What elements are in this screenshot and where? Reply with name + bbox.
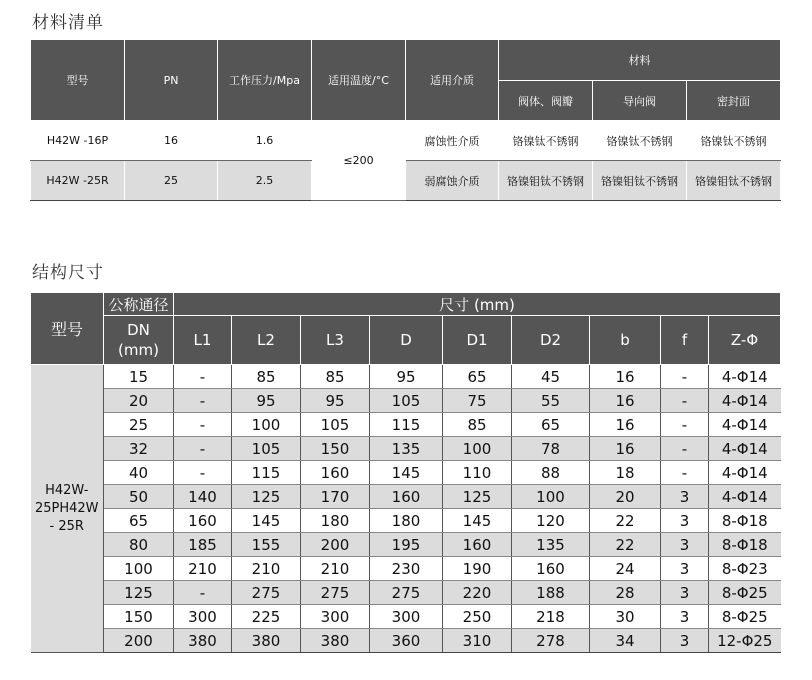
header-model: 型号 <box>31 293 104 365</box>
cell-pressure: 2.5 <box>218 161 312 201</box>
cell-l3: 380 <box>301 629 370 653</box>
table-row <box>31 605 781 629</box>
cell-d2: 78 <box>512 437 590 461</box>
table-row <box>31 509 781 533</box>
cell-d1: 65 <box>443 365 512 389</box>
cell-dn: 80 <box>104 533 174 557</box>
cell-b: 16 <box>590 413 661 437</box>
cell-b: 24 <box>590 557 661 581</box>
cell-f: 3 <box>661 509 709 533</box>
header-dn <box>104 316 174 365</box>
cell-f: - <box>661 461 709 485</box>
cell-d2: 45 <box>512 365 590 389</box>
header-d2: D2 <box>512 316 590 365</box>
cell-medium: 弱腐蚀介质 <box>406 161 499 201</box>
cell-d: 180 <box>370 509 443 533</box>
cell-l2: 100 <box>232 413 301 437</box>
cell-d2: 188 <box>512 581 590 605</box>
table-row <box>31 533 781 557</box>
cell-f: 3 <box>661 581 709 605</box>
header-size: 尺寸 (mm) <box>174 293 781 316</box>
cell-dn: 125 <box>104 581 174 605</box>
cell-l3: 300 <box>301 605 370 629</box>
cell-guide: 铬镍钼钛不锈钢 <box>593 161 687 201</box>
cell-l1: 160 <box>174 509 232 533</box>
cell-pressure: 1.6 <box>218 121 312 161</box>
header-f: f <box>661 316 709 365</box>
cell-z-phi: 8-Φ18 <box>709 533 781 557</box>
cell-seal: 铬镍钼钛不锈钢 <box>687 161 781 201</box>
cell-d1: 220 <box>443 581 512 605</box>
cell-d: 275 <box>370 581 443 605</box>
cell-l2: 105 <box>232 437 301 461</box>
cell-medium: 腐蚀性介质 <box>406 121 499 161</box>
dimensions-section-title: 结构尺寸 <box>32 263 104 283</box>
cell-f: - <box>661 389 709 413</box>
cell-l3: 180 <box>301 509 370 533</box>
header-l3: L3 <box>301 316 370 365</box>
cell-l2: 95 <box>232 389 301 413</box>
cell-dn: 150 <box>104 605 174 629</box>
cell-l1: - <box>174 365 232 389</box>
header-b: b <box>590 316 661 365</box>
cell-l2: 210 <box>232 557 301 581</box>
header-guide: 导向阀 <box>593 81 687 121</box>
cell-model <box>31 365 104 653</box>
cell-d2: 88 <box>512 461 590 485</box>
cell-l2: 155 <box>232 533 301 557</box>
cell-body: 铬镍钼钛不锈钢 <box>499 161 593 201</box>
cell-l1: - <box>174 437 232 461</box>
header-model: 型号 <box>31 40 125 121</box>
cell-d2: 135 <box>512 533 590 557</box>
cell-z-phi: 8-Φ25 <box>709 581 781 605</box>
cell-l2: 380 <box>232 629 301 653</box>
cell-l1: - <box>174 413 232 437</box>
table-row <box>31 413 781 437</box>
cell-f: 3 <box>661 533 709 557</box>
cell-body: 铬镍钛不锈钢 <box>499 121 593 161</box>
cell-z-phi: 4-Φ14 <box>709 485 781 509</box>
cell-d2: 55 <box>512 389 590 413</box>
cell-dn: 40 <box>104 461 174 485</box>
cell-b: 34 <box>590 629 661 653</box>
cell-l3: 210 <box>301 557 370 581</box>
cell-b: 16 <box>590 389 661 413</box>
cell-z-phi: 4-Φ14 <box>709 437 781 461</box>
cell-d: 360 <box>370 629 443 653</box>
cell-l1: 210 <box>174 557 232 581</box>
cell-b: 16 <box>590 365 661 389</box>
cell-l1: 300 <box>174 605 232 629</box>
cell-d: 300 <box>370 605 443 629</box>
cell-z-phi: 4-Φ14 <box>709 389 781 413</box>
header-body: 阀体、阀瓣 <box>499 81 593 121</box>
cell-d: 160 <box>370 485 443 509</box>
table-row <box>31 437 781 461</box>
header-dn-line1: DN <box>127 321 150 339</box>
cell-dn: 100 <box>104 557 174 581</box>
header-nominal: 公称通径 <box>104 293 174 316</box>
header-seal: 密封面 <box>687 81 781 121</box>
cell-z-phi: 4-Φ14 <box>709 461 781 485</box>
cell-f: 3 <box>661 485 709 509</box>
cell-f: - <box>661 413 709 437</box>
cell-b: 16 <box>590 437 661 461</box>
cell-d2: 160 <box>512 557 590 581</box>
cell-d: 105 <box>370 389 443 413</box>
cell-f: 3 <box>661 629 709 653</box>
cell-z-phi: 4-Φ14 <box>709 413 781 437</box>
cell-l3: 160 <box>301 461 370 485</box>
cell-d: 230 <box>370 557 443 581</box>
header-z-phi: Z-Φ <box>709 316 781 365</box>
cell-d: 135 <box>370 437 443 461</box>
cell-model: H42W -16P <box>31 121 125 161</box>
cell-z-phi: 4-Φ14 <box>709 365 781 389</box>
cell-dn: 200 <box>104 629 174 653</box>
cell-b: 18 <box>590 461 661 485</box>
cell-seal: 铬镍钛不锈钢 <box>687 121 781 161</box>
header-d: D <box>370 316 443 365</box>
cell-guide: 铬镍钛不锈钢 <box>593 121 687 161</box>
cell-l2: 85 <box>232 365 301 389</box>
cell-b: 22 <box>590 533 661 557</box>
cell-l1: 140 <box>174 485 232 509</box>
cell-d1: 75 <box>443 389 512 413</box>
cell-z-phi: 12-Φ25 <box>709 629 781 653</box>
cell-d: 145 <box>370 461 443 485</box>
cell-d: 95 <box>370 365 443 389</box>
cell-d1: 110 <box>443 461 512 485</box>
cell-dn: 65 <box>104 509 174 533</box>
header-temperature: 适用温度/°C <box>312 40 406 121</box>
cell-l2: 115 <box>232 461 301 485</box>
cell-d1: 125 <box>443 485 512 509</box>
cell-pn: 25 <box>125 161 218 201</box>
cell-l3: 95 <box>301 389 370 413</box>
cell-f: 3 <box>661 557 709 581</box>
cell-pn: 16 <box>125 121 218 161</box>
cell-l2: 125 <box>232 485 301 509</box>
table-row <box>31 389 781 413</box>
cell-d1: 160 <box>443 533 512 557</box>
header-dn-line2: (mm) <box>118 341 159 359</box>
cell-d2: 65 <box>512 413 590 437</box>
header-l2: L2 <box>232 316 301 365</box>
cell-d2: 120 <box>512 509 590 533</box>
cell-d1: 100 <box>443 437 512 461</box>
cell-l1: - <box>174 461 232 485</box>
cell-z-phi: 8-Φ23 <box>709 557 781 581</box>
header-material: 材料 <box>499 40 781 81</box>
header-pn: PN <box>125 40 218 121</box>
cell-l3: 170 <box>301 485 370 509</box>
cell-l1: - <box>174 389 232 413</box>
cell-l3: 150 <box>301 437 370 461</box>
table-row <box>31 365 781 389</box>
cell-d2: 278 <box>512 629 590 653</box>
cell-z-phi: 8-Φ18 <box>709 509 781 533</box>
table-row <box>31 557 781 581</box>
cell-d: 115 <box>370 413 443 437</box>
cell-f: 3 <box>661 605 709 629</box>
cell-l2: 275 <box>232 581 301 605</box>
table-row <box>31 485 781 509</box>
model-line: - 25R <box>49 518 84 534</box>
cell-b: 20 <box>590 485 661 509</box>
cell-dn: 25 <box>104 413 174 437</box>
cell-dn: 20 <box>104 389 174 413</box>
cell-temperature: ≤200 <box>312 121 406 201</box>
cell-l1: - <box>174 581 232 605</box>
dimensions-table <box>30 292 781 653</box>
cell-d2: 100 <box>512 485 590 509</box>
materials-table <box>30 39 781 201</box>
cell-z-phi: 8-Φ25 <box>709 605 781 629</box>
model-line: 25PH42W <box>34 500 99 516</box>
table-row <box>31 161 781 201</box>
cell-d1: 250 <box>443 605 512 629</box>
cell-d2: 218 <box>512 605 590 629</box>
cell-model: H42W -25R <box>31 161 125 201</box>
header-d1: D1 <box>443 316 512 365</box>
cell-dn: 15 <box>104 365 174 389</box>
cell-l3: 85 <box>301 365 370 389</box>
cell-b: 22 <box>590 509 661 533</box>
cell-l2: 145 <box>232 509 301 533</box>
table-row <box>31 581 781 605</box>
model-line: H42W- <box>45 482 89 498</box>
cell-d1: 310 <box>443 629 512 653</box>
cell-b: 30 <box>590 605 661 629</box>
cell-b: 28 <box>590 581 661 605</box>
cell-d1: 85 <box>443 413 512 437</box>
table-row <box>31 121 781 161</box>
cell-l3: 200 <box>301 533 370 557</box>
cell-d: 195 <box>370 533 443 557</box>
cell-d1: 145 <box>443 509 512 533</box>
materials-section-title: 材料清单 <box>32 13 104 33</box>
cell-dn: 32 <box>104 437 174 461</box>
header-l1: L1 <box>174 316 232 365</box>
cell-dn: 50 <box>104 485 174 509</box>
cell-l3: 105 <box>301 413 370 437</box>
cell-d1: 190 <box>443 557 512 581</box>
cell-l1: 185 <box>174 533 232 557</box>
table-row <box>31 629 781 653</box>
table-row <box>31 461 781 485</box>
cell-f: - <box>661 365 709 389</box>
cell-l3: 275 <box>301 581 370 605</box>
cell-l2: 225 <box>232 605 301 629</box>
cell-l1: 380 <box>174 629 232 653</box>
cell-f: - <box>661 437 709 461</box>
header-pressure: 工作压力/Mpa <box>218 40 312 121</box>
header-medium: 适用介质 <box>406 40 499 121</box>
